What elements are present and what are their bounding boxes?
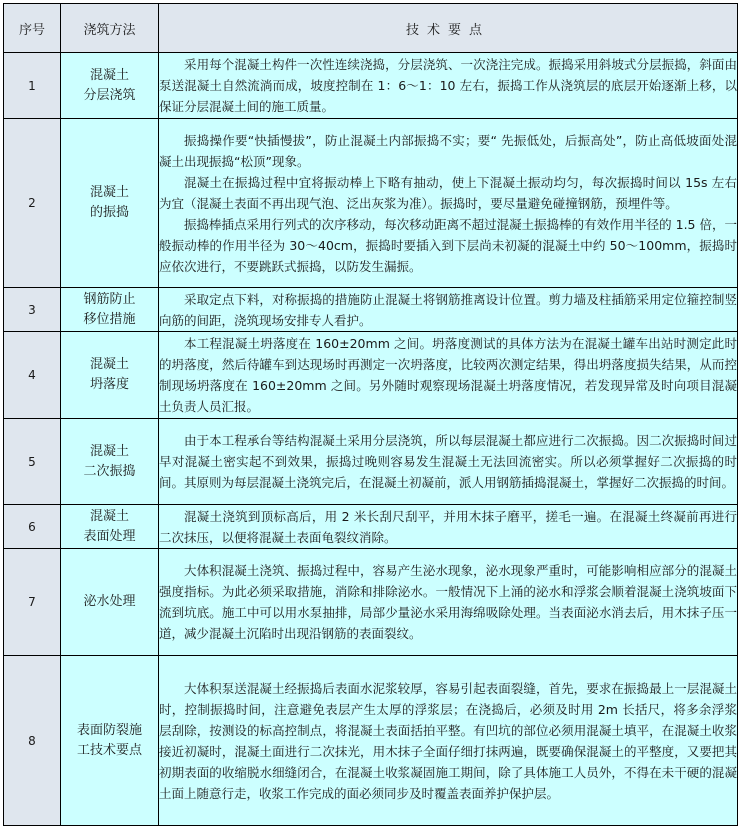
method-line: 移位措施 [83, 311, 136, 327]
header-method: 浇筑方法 [61, 4, 159, 53]
method-line: 工技术要点 [76, 742, 142, 758]
technical-points-table [3, 3, 738, 826]
method-line: 混凝土 [89, 357, 129, 372]
row-method [61, 288, 159, 332]
header-row [4, 4, 738, 53]
table-row [4, 656, 738, 826]
table-row [4, 505, 738, 549]
method-line: 的振捣 [89, 205, 129, 220]
content-paragraph: 采用每个混凝土构件一次性连续浇捣，分层浇筑、一次浇注完成。振捣采用斜坡式分层振捣，斜面由泵送混凝土自然流淌而成，坡度控制在 1：6～1：10 左右，振捣工作从浇筑层的底层开始逐渐上移，以保证分层混凝土间的施工质量。 [159, 57, 737, 114]
row-content [159, 505, 738, 549]
method-line: 分层浇筑 [83, 87, 136, 103]
row-method [61, 119, 159, 288]
table-row [4, 119, 738, 288]
method-line: 混凝土 [89, 185, 129, 200]
row-number: 2 [4, 119, 61, 288]
content-paragraph: 混凝土浇筑到顶标高后，用 2 米长刮尺刮平，并用木抹子磨平，搓毛一遍。在混凝土终凝前再进行二次抹压，以便将混凝土表面龟裂纹消除。 [159, 508, 737, 545]
content-paragraph: 振捣棒插点采用行列式的次序移动，每次移动距离不超过混凝土振捣棒的有效作用半径的 1.5 倍，一般振动棒的作用半径为 30～40cm，振捣时要插入到下层尚未初凝的混凝土中约 50～100mm，振捣时应依次进行，不要跳跃式振捣，以防发生漏振。 [159, 216, 737, 274]
table-row [4, 53, 738, 119]
row-number: 4 [4, 332, 61, 419]
content-paragraph: 大体积混凝土浇筑、振捣过程中，容易产生泌水现象，泌水现象严重时，可能影响相应部分的混凝土强度指标。为此必须采取措施，消除和排除泌水。一般情况下上涌的泌水和浮浆会顺着混凝土浇筑坡面下流到坑底。施工中可以用水泵抽排，局部少量泌水采用海绵吸除处理。当表面泌水消去后，用木抹子压一道，减少混凝土沉陷时出现沿钢筋的表面裂纹。 [159, 563, 737, 641]
method-line: 二次振捣 [83, 463, 136, 479]
row-method [61, 549, 159, 656]
content-paragraph: 混凝土在振捣过程中宜将振动棒上下略有抽动，使上下混凝土振动均匀，每次振捣时间以 15s 左右为宜（混凝土表面不再出现气泡、泛出灰浆为准）。振捣时，要尽量避免碰撞钢筋，预埋件等。 [159, 174, 737, 211]
table-row [4, 288, 738, 332]
row-content [159, 656, 738, 826]
method-line: 坍落度 [89, 377, 129, 392]
row-content [159, 119, 738, 288]
method-line: 钢筋防止 [83, 291, 136, 307]
method-line: 混凝土 [89, 508, 129, 524]
row-number: 3 [4, 288, 61, 332]
row-number: 8 [4, 656, 61, 826]
table-row [4, 332, 738, 419]
row-number: 7 [4, 549, 61, 656]
row-method [61, 332, 159, 419]
row-content [159, 549, 738, 656]
row-content [159, 419, 738, 505]
table-row [4, 549, 738, 656]
method-line: 表面处理 [83, 528, 136, 544]
method-line: 表面防裂施 [76, 722, 142, 738]
header-content: 技术要点 [159, 4, 738, 53]
content-paragraph: 本工程混凝土坍落度在 160±20mm 之间。坍落度测试的具体方法为在混凝土罐车出站时测定此时的坍落度，然后待罐车到达现场时再测定一次坍落度，比较两次测定结果，得出坍落度损失结果，从而控制现场坍落度在 160±20mm 之间。另外随时观察现场混凝土坍落度情况，若发现异常及时向项目混凝土负责人员汇报。 [159, 336, 737, 414]
method-line: 混凝土 [89, 443, 129, 459]
row-content [159, 53, 738, 119]
content-paragraph: 大体积泵送混凝土经振捣后表面水泥浆较厚，容易引起表面裂缝，首先，要求在振捣最上一层混凝土时，控制振捣时间，注意避免表层产生太厚的浮浆层；在浇捣后，必须及时用 2m 长括尺，将多余浮浆层刮除，按测设的标高控制点，将混凝土表面括拍平整。有凹坑的部位必须用混凝土填平，在混凝土收浆接近初凝时，混凝土面进行二次抹光，用木抹子全面仔细打抹两遍，既要确保混凝土的平整度，又要把其初期表面的收缩脱水细缝闭合，在混凝土收浆凝固施工期间，除了具体施工人员外，不得在未干硬的混凝土面上随意行走，收浆工作完成的面必须同步及时覆盖表面养护保护层。 [159, 680, 737, 801]
row-method [61, 419, 159, 505]
table-row [4, 419, 738, 505]
row-content [159, 288, 738, 332]
row-method [61, 656, 159, 826]
content-paragraph: 振捣操作要“快插慢拔”，防止混凝土内部振捣不实；要“ 先振低处，后振高处”，防止高低坡面处混凝土出现振捣“松顶”现象。 [159, 132, 737, 169]
row-content [159, 332, 738, 419]
row-method [61, 53, 159, 119]
row-number: 1 [4, 53, 61, 119]
header-num: 序号 [4, 4, 61, 53]
row-number: 5 [4, 419, 61, 505]
content-paragraph: 由于本工程承台等结构混凝土采用分层浇筑，所以每层混凝土都应进行二次振捣。因二次振捣时间过早对混凝土密实起不到效果，振捣过晚则容易发生混凝土无法回流密实。所以必须掌握好二次振捣的时间。其原则为每层混凝土浇筑完后，在混凝土初凝前，派人用钢筋插捣混凝土，掌握好二次振捣的时间。 [159, 433, 737, 490]
content-paragraph: 采取定点下料，对称振捣的措施防止混凝土将钢筋推离设计位置。剪力墙及柱插筋采用定位箍控制竖向筋的间距，浇筑现场安排专人看护。 [159, 291, 737, 328]
row-method [61, 505, 159, 549]
table-body [4, 53, 738, 826]
method-line: 混凝土 [89, 67, 129, 83]
row-number: 6 [4, 505, 61, 549]
method-line: 泌水处理 [83, 594, 136, 609]
